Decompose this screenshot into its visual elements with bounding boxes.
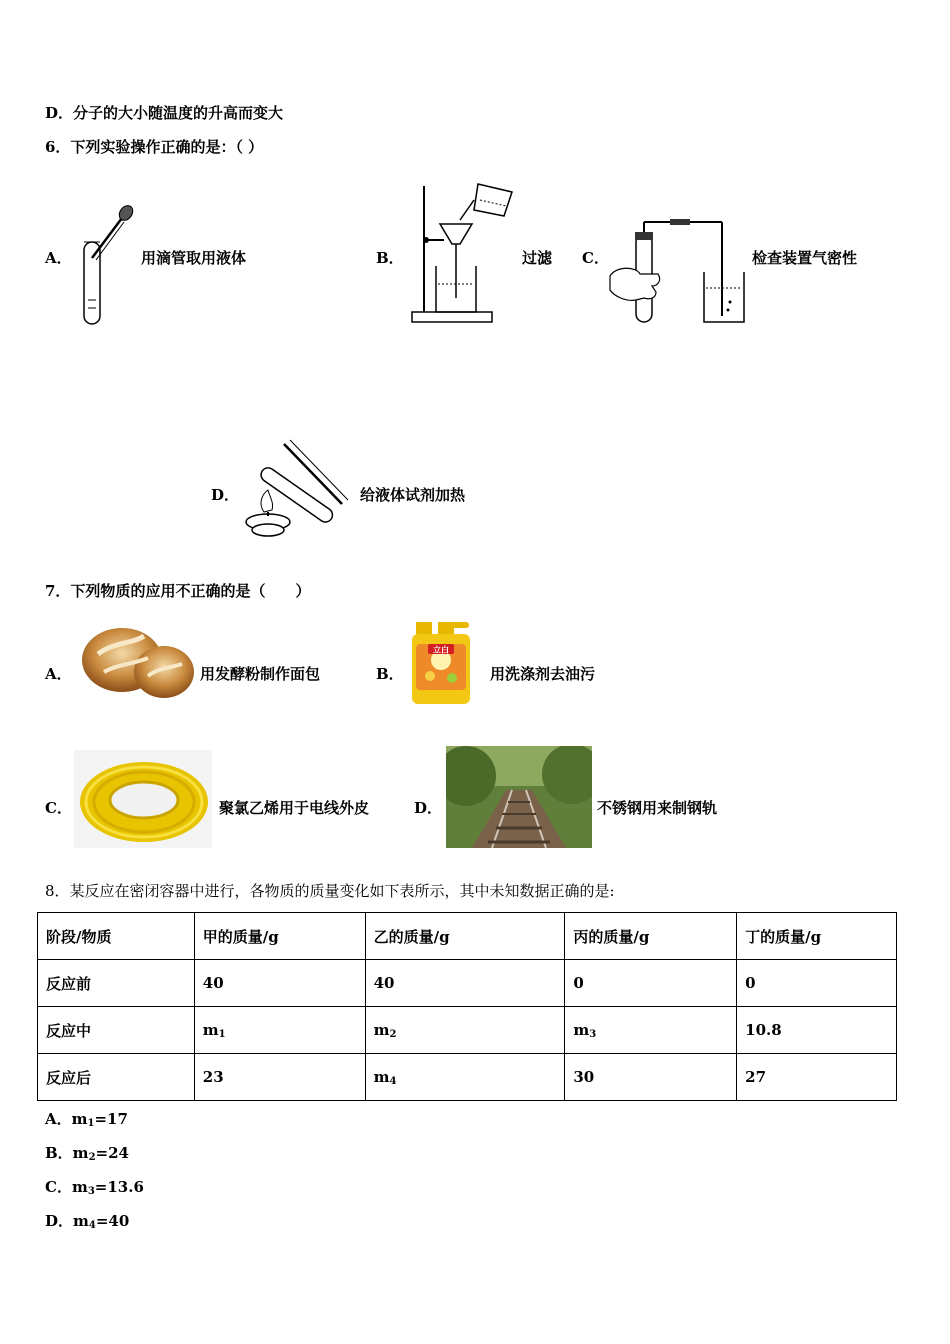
bread-image: [78, 614, 196, 706]
q6-option-a-label: A．: [45, 249, 72, 267]
q5-option-d: D．分子的大小随温度的升高而变大: [45, 104, 284, 122]
q6-option-a-caption: 用滴管取用液体: [141, 249, 247, 267]
filtration-apparatus-figure: [408, 180, 520, 328]
q6-option-b-caption: 过滤: [522, 249, 553, 267]
q7-option-c-label: C．: [45, 799, 72, 817]
railway-track-image: [446, 746, 592, 848]
table-cell: 0: [737, 960, 897, 1007]
q6-stem: 6．下列实验操作正确的是：（ ）: [45, 138, 264, 156]
q7-option-c-caption: 聚氯乙烯用于电线外皮: [219, 799, 370, 817]
q8-stem: 8．某反应在密闭容器中进行，各物质的质量变化如下表所示，其中未知数据正确的是:: [45, 882, 615, 900]
table-row: [38, 960, 897, 1007]
table-row: [38, 1054, 897, 1101]
table-cell: $m_1$: [194, 1007, 365, 1054]
table-cell: 0: [565, 960, 737, 1007]
q7-option-d-label: D．: [414, 799, 443, 817]
dropper-test-tube-figure: [74, 200, 144, 330]
q8-option-b: B．$m_2=24$: [45, 1144, 129, 1163]
table-cell: 10.8: [737, 1007, 897, 1054]
q7-option-d-caption: 不锈钢用来制钢轨: [597, 799, 718, 817]
q8-option-c: C．$m_3=13.6$: [45, 1178, 144, 1197]
stage-cell: 反应前: [38, 960, 195, 1007]
table-cell: 40: [194, 960, 365, 1007]
q7-option-a-caption: 用发酵粉制作面包: [200, 665, 321, 683]
q7-option-b-caption: 用洗涤剂去油污: [490, 665, 596, 683]
q6-option-b-label: B．: [376, 249, 404, 267]
table-cell: $m_2$: [365, 1007, 565, 1054]
q7-option-b-label: B．: [376, 665, 404, 683]
stage-cell: 反应中: [38, 1007, 195, 1054]
header-cell: 乙的质量/g: [365, 913, 565, 960]
q7-stem: 7．下列物质的应用不正确的是（ ）: [45, 582, 311, 600]
table-row: [38, 1007, 897, 1054]
table-header-row: [38, 913, 897, 960]
q8-option-a: A．$m_1=17$: [45, 1110, 128, 1129]
header-cell: 丁的质量/g: [737, 913, 897, 960]
heating-liquid-figure: [238, 430, 358, 540]
q7-option-a-label: A．: [45, 665, 72, 683]
header-cell: 甲的质量/g: [194, 913, 365, 960]
q8-mass-table: [37, 912, 897, 1101]
header-cell: 丙的质量/g: [565, 913, 737, 960]
table-cell: 40: [365, 960, 565, 1007]
table-cell: $m_4$: [365, 1054, 565, 1101]
q6-option-d-caption: 给液体试剂加热: [360, 486, 466, 504]
q6-option-c-caption: 检查装置气密性: [752, 249, 858, 267]
q6-option-c-label: C．: [582, 249, 609, 267]
detergent-brand-text: 立白: [433, 645, 449, 655]
detergent-bottle-image: [408, 614, 474, 706]
table-cell: $m_3$: [565, 1007, 737, 1054]
q8-option-d: D．$m_4=40$: [45, 1212, 130, 1231]
stage-cell: 反应后: [38, 1054, 195, 1101]
table-cell: 27: [737, 1054, 897, 1101]
airtightness-check-figure: [606, 216, 752, 328]
q6-option-d-label: D．: [211, 486, 240, 504]
header-cell: 阶段/物质: [38, 913, 195, 960]
table-cell: 23: [194, 1054, 365, 1101]
table-cell: 30: [565, 1054, 737, 1101]
yellow-cable-coil-image: [74, 750, 212, 848]
